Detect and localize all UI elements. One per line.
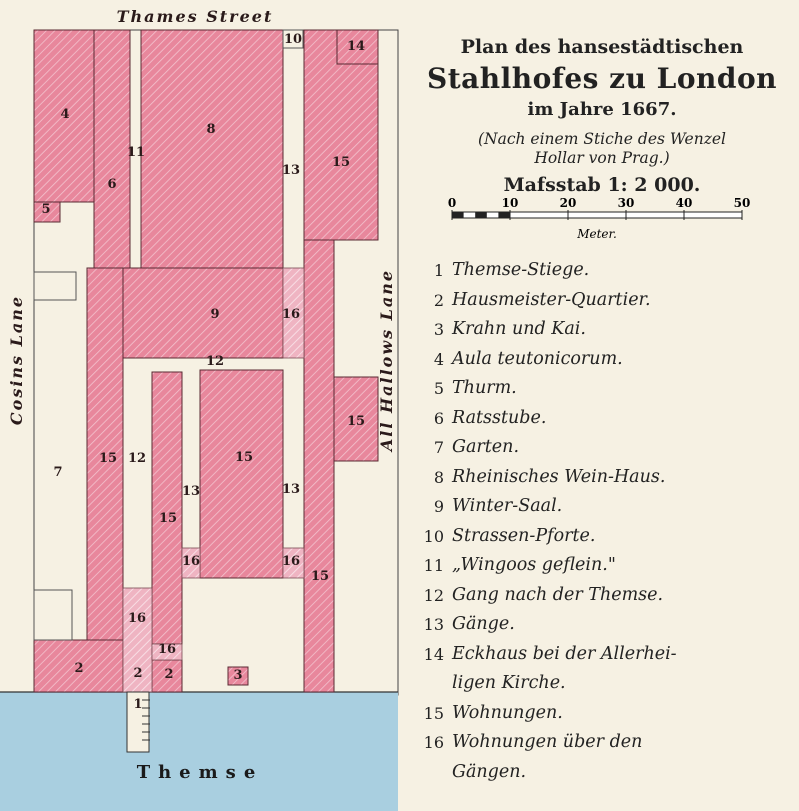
title-line-3: im Jahre 1667. — [527, 99, 677, 120]
legend-item-number: 6 — [433, 408, 444, 428]
legend-item — [412, 315, 792, 345]
legend-item-number: 12 — [423, 585, 444, 605]
legend-item-text: Hausmeister-Quartier. — [452, 289, 651, 310]
legend-item-text: Themse-Stiege. — [452, 260, 590, 280]
legend-item-text: Garten. — [452, 437, 520, 457]
area-number-12: 12 — [205, 354, 225, 369]
legend-item-text: Aula teutonicorum. — [452, 348, 623, 369]
building-8 — [141, 30, 283, 268]
area-number-10: 10 — [283, 32, 303, 47]
area-number-1: 1 — [133, 697, 143, 712]
legend-item — [412, 758, 792, 788]
legend-item-number: 4 — [433, 349, 444, 369]
scale-bar — [444, 196, 754, 242]
building-9 — [123, 268, 283, 358]
legend-item-number: 3 — [433, 320, 444, 339]
area-number-12: 12 — [127, 451, 147, 466]
area-number-6: 6 — [107, 177, 117, 192]
scale-tick-label: 10 — [501, 196, 519, 210]
legend-item-text: Gängen. — [452, 761, 527, 782]
scale-segment — [498, 212, 510, 218]
building-15-center — [152, 372, 182, 644]
legend-item-number: 9 — [433, 497, 444, 516]
legend-item-text: „Wingoos geflein." — [452, 555, 616, 575]
area-number-14: 14 — [346, 39, 366, 54]
area-number-16: 16 — [281, 554, 301, 569]
legend-item-text: Rheinisches Wein-Haus. — [452, 466, 666, 487]
legend-item-number: 15 — [423, 703, 444, 723]
area-number-3: 3 — [233, 668, 243, 683]
building-15-east-lower — [304, 240, 334, 692]
legend-item — [412, 522, 792, 552]
scale-segment — [452, 212, 464, 218]
area-number-13: 13 — [181, 484, 201, 499]
scale-tick-label: 50 — [733, 196, 751, 210]
legend-item-number: 14 — [423, 644, 444, 664]
legend-item-number: 2 — [433, 290, 444, 310]
street-label-left: Cosins Lane — [7, 294, 26, 426]
river-thames — [0, 692, 398, 811]
area-number-15: 15 — [346, 414, 366, 429]
legend-item-text: Gänge. — [452, 614, 515, 634]
area-number-15: 15 — [158, 511, 178, 526]
legend-item — [412, 463, 792, 493]
title-line-2: Stahlhofes zu London — [426, 62, 778, 95]
legend-item — [412, 581, 792, 611]
legend-item-text: Wohnungen über den — [452, 732, 643, 752]
legend-item-text: Eckhaus bei der Allerhei- — [452, 643, 677, 664]
legend-item — [412, 492, 792, 522]
scale-label: Mafsstab 1: 2 000. — [503, 174, 701, 196]
scale-tick-label: 30 — [617, 196, 635, 210]
street-label-right: All Hallows Lane — [377, 268, 396, 452]
legend-item-text: Wohnungen. — [452, 702, 563, 723]
legend-item-number: 13 — [423, 615, 444, 634]
river-label: Themse — [136, 762, 264, 783]
scale-tick-label: 40 — [675, 196, 693, 210]
street-label-top: Thames Street — [116, 7, 274, 26]
legend-item — [412, 345, 792, 375]
building-15-main — [200, 370, 283, 578]
legend-item-number: 7 — [433, 438, 444, 457]
area-number-15: 15 — [98, 451, 118, 466]
area-number-2: 2 — [133, 666, 143, 681]
legend-item-number: 10 — [423, 526, 444, 546]
area-number-5: 5 — [41, 202, 51, 217]
legend-list — [412, 256, 792, 787]
area-number-15: 15 — [310, 569, 330, 584]
legend-item-number: 1 — [433, 261, 444, 280]
area-number-8: 8 — [206, 122, 216, 137]
area-number-15: 15 — [331, 155, 351, 170]
legend-panel — [412, 36, 792, 787]
source-line-1: (Nach einem Stiche des Wenzel — [477, 130, 726, 148]
legend-item — [412, 374, 792, 404]
area-number-11: 11 — [126, 145, 146, 160]
area-number-2: 2 — [164, 667, 174, 682]
legend-item-text: Krahn und Kai. — [452, 319, 586, 339]
legend-item-number: 5 — [433, 379, 444, 398]
source-line-2: Hollar von Prag.) — [534, 149, 670, 167]
area-number-16: 16 — [281, 307, 301, 322]
legend-item-number: 11 — [423, 556, 444, 575]
legend-item — [412, 404, 792, 434]
legend-item — [412, 286, 792, 316]
legend-item-text: Gang nach der Themse. — [452, 584, 664, 605]
area-number-16: 16 — [127, 611, 147, 626]
title-line-1: Plan des hansestädtischen — [460, 36, 744, 58]
building-6 — [94, 30, 130, 268]
legend-item — [412, 610, 792, 640]
legend-item-text: ligen Kirche. — [452, 673, 566, 693]
area-number-16: 16 — [181, 554, 201, 569]
scale-segment — [475, 212, 487, 218]
legend-item-number: 8 — [433, 467, 444, 487]
legend-item — [412, 669, 792, 699]
area-number-13: 13 — [281, 163, 301, 178]
legend-item-text: Winter-Saal. — [452, 496, 563, 516]
legend-item-text: Ratsstube. — [452, 407, 547, 428]
scale-tick-label: 0 — [447, 196, 457, 210]
legend-item — [412, 551, 792, 581]
area-number-13: 13 — [281, 482, 301, 497]
legend-item — [412, 640, 792, 670]
area-number-7: 7 — [53, 465, 63, 480]
area-number-9: 9 — [210, 307, 220, 322]
legend-item-text: Thurm. — [452, 378, 517, 398]
source-note — [412, 130, 792, 168]
legend-item-text: Strassen-Pforte. — [452, 525, 596, 546]
legend-item — [412, 728, 792, 758]
building-15-west — [87, 268, 123, 692]
area-number-16: 16 — [157, 642, 177, 657]
legend-item — [412, 433, 792, 463]
area-number-4: 4 — [60, 107, 70, 122]
legend-item — [412, 699, 792, 729]
scale-unit: Meter. — [577, 227, 617, 241]
scale-tick-label: 20 — [559, 196, 577, 210]
area-number-15: 15 — [234, 450, 254, 465]
area-number-2: 2 — [74, 661, 84, 676]
legend-item-number: 16 — [423, 733, 444, 752]
legend-item — [412, 256, 792, 286]
